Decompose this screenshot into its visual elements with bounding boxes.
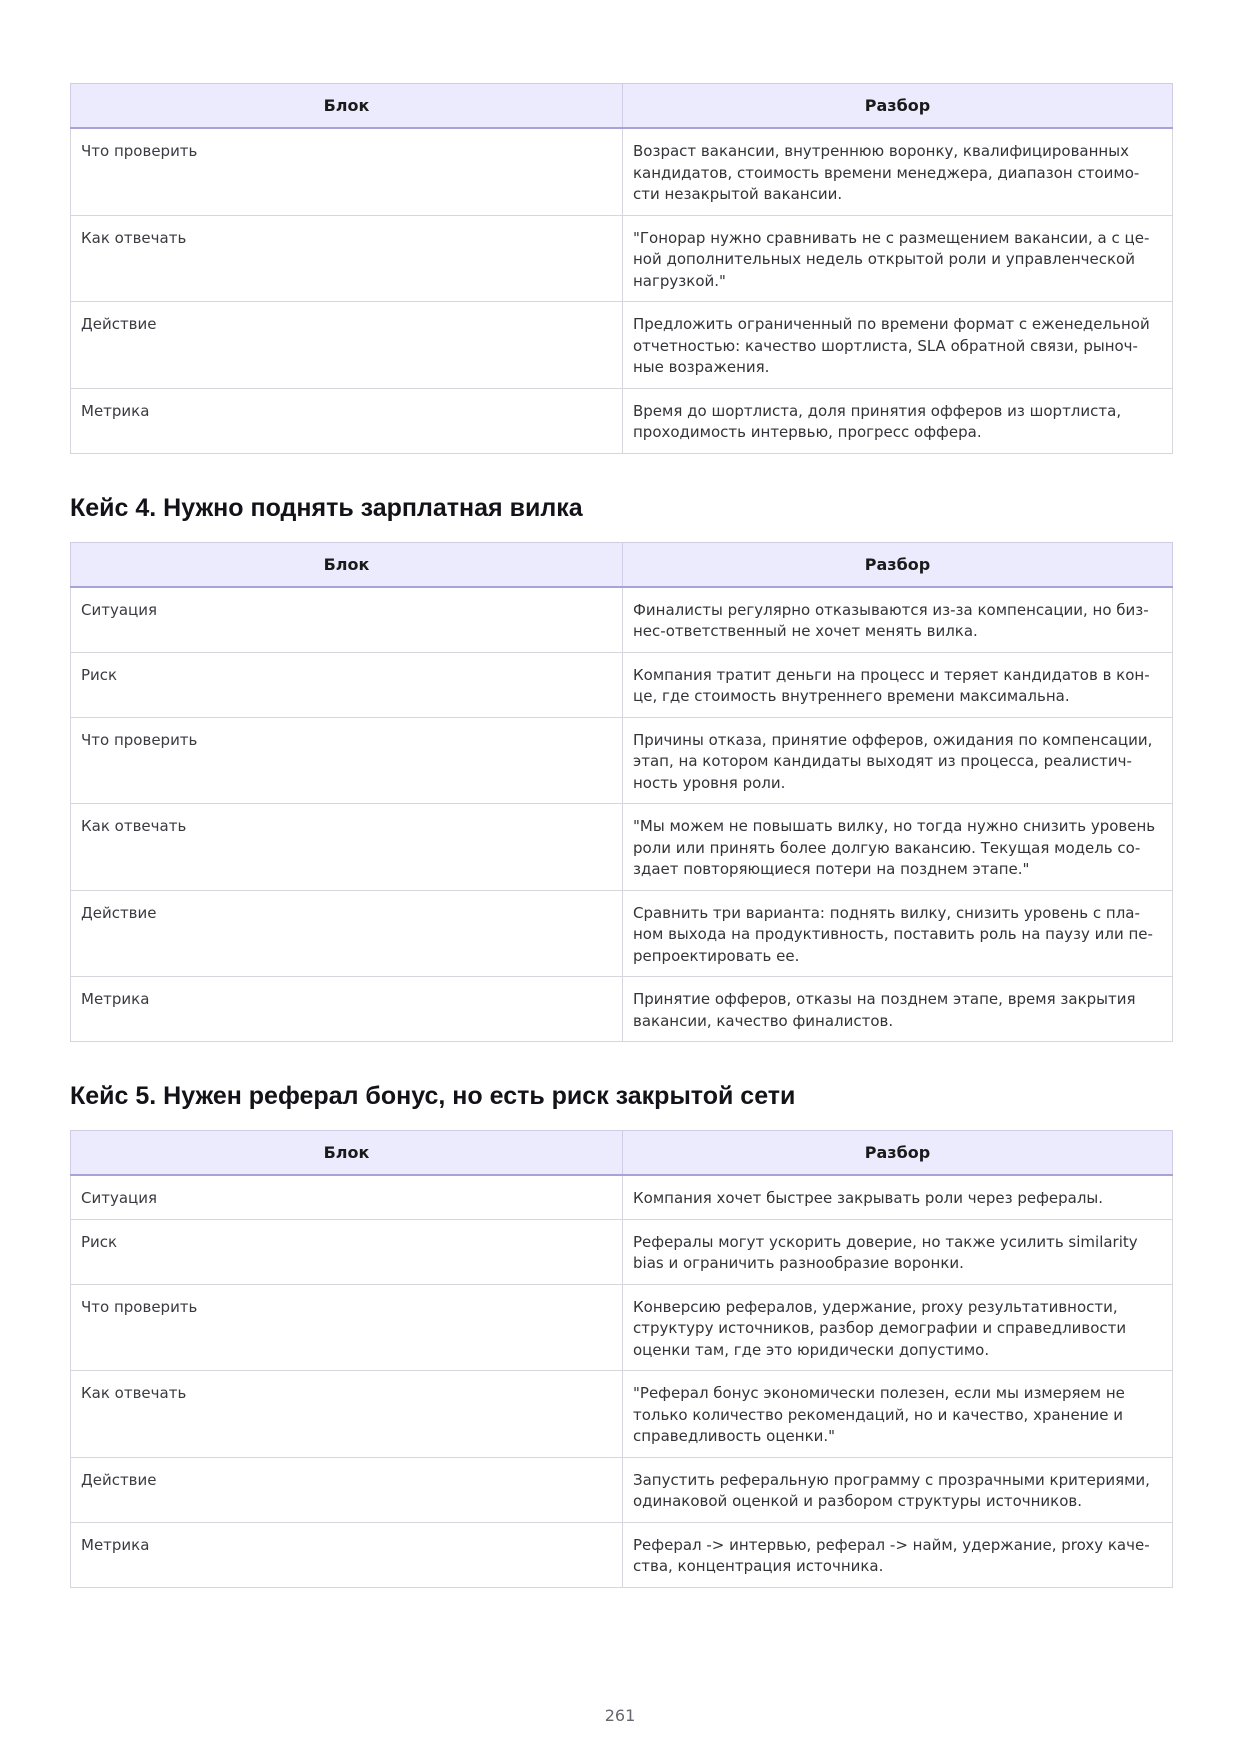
table-top [70, 83, 1173, 454]
table-row [71, 1175, 1173, 1219]
row-label: Метрика [71, 1522, 623, 1587]
row-text: Финалисты регулярно отказываются из-за компенсации, но биз-нес-ответственный не хочет менять вилка. [623, 587, 1173, 653]
row-text: Принятие офферов, отказы на позднем этапе, время закрытия вакансии, качество финалистов. [623, 977, 1173, 1042]
header-block: Блок [71, 1131, 623, 1176]
row-label: Действие [71, 890, 623, 977]
row-label: Ситуация [71, 1175, 623, 1219]
table-header-row [71, 1131, 1173, 1176]
table-row [71, 1457, 1173, 1522]
row-text: Сравнить три варианта: поднять вилку, снизить уровень с пла-ном выхода на продуктивность, поставить роль на паузу или пе-репроектировать ее. [623, 890, 1173, 977]
row-text: Предложить ограниченный по времени формат с еженедельной отчетностью: качество шортлиста, SLA обратной связи, рыноч-ные возражения. [623, 302, 1173, 389]
row-text: Реферал -> интервью, реферал -> найм, удержание, proxy каче-ства, концентрация источника. [623, 1522, 1173, 1587]
header-analysis: Разбор [623, 1131, 1173, 1176]
row-text: Возраст вакансии, внутреннюю воронку, квалифицированных кандидатов, стоимость времени менеджера, диапазон стоимо-сти незакрытой вакансии. [623, 128, 1173, 215]
row-label: Как отвечать [71, 1371, 623, 1458]
row-label: Как отвечать [71, 804, 623, 891]
table-row [71, 388, 1173, 453]
table-row [71, 804, 1173, 891]
row-label: Действие [71, 1457, 623, 1522]
row-label: Риск [71, 652, 623, 717]
row-text: "Мы можем не повышать вилку, но тогда нужно снизить уровень роли или принять более долгую вакансию. Текущая модель со-здает повторяющиеся потери на позднем этапе." [623, 804, 1173, 891]
row-label: Как отвечать [71, 215, 623, 302]
table-row [71, 302, 1173, 389]
row-label: Что проверить [71, 717, 623, 804]
row-label: Метрика [71, 977, 623, 1042]
header-block: Блок [71, 542, 623, 587]
row-label: Действие [71, 302, 623, 389]
table-row [71, 1219, 1173, 1284]
table-row [71, 1284, 1173, 1371]
header-analysis: Разбор [623, 542, 1173, 587]
row-label: Метрика [71, 388, 623, 453]
table-row [71, 1522, 1173, 1587]
table-header-row [71, 84, 1173, 129]
row-text: "Реферал бонус экономически полезен, если мы измеряем не только количество рекомендаций, но и качество, хранение и справедливость оценки." [623, 1371, 1173, 1458]
row-text: Конверсию рефералов, удержание, proxy результативности, структуру источников, разбор демографии и справедливости оценки там, где это юридически допустимо. [623, 1284, 1173, 1371]
header-analysis: Разбор [623, 84, 1173, 129]
table-case-4 [70, 542, 1173, 1043]
table-row [71, 587, 1173, 653]
row-text: Компания хочет быстрее закрывать роли через рефералы. [623, 1175, 1173, 1219]
table-header-row [71, 542, 1173, 587]
table-row [71, 890, 1173, 977]
case-5-title: Кейс 5. Нужен реферал бонус, но есть риск закрытой сети [70, 1082, 796, 1110]
row-label: Что проверить [71, 1284, 623, 1371]
row-text: Запустить реферальную программу с прозрачными критериями, одинаковой оценкой и разбором структуры источников. [623, 1457, 1173, 1522]
row-label: Ситуация [71, 587, 623, 653]
header-block: Блок [71, 84, 623, 129]
row-label: Что проверить [71, 128, 623, 215]
table-row [71, 128, 1173, 215]
table-row [71, 717, 1173, 804]
page-number: 261 [604, 1706, 636, 1725]
row-text: "Гонорар нужно сравнивать не с размещением вакансии, а с це-ной дополнительных недель открытой роли и управленческой нагрузкой." [623, 215, 1173, 302]
row-text: Причины отказа, принятие офферов, ожидания по компенсации, этап, на котором кандидаты выходят из процесса, реалистич-ность уровня роли. [623, 717, 1173, 804]
table-case-5 [70, 1130, 1173, 1588]
row-label: Риск [71, 1219, 623, 1284]
row-text: Время до шортлиста, доля принятия офферов из шортлиста, проходимость интервью, прогресс оффера. [623, 388, 1173, 453]
row-text: Рефералы могут ускорить доверие, но также усилить similarity bias и ограничить разнообразие воронки. [623, 1219, 1173, 1284]
table-row [71, 1371, 1173, 1458]
row-text: Компания тратит деньги на процесс и теряет кандидатов в кон-це, где стоимость внутреннего времени максимальна. [623, 652, 1173, 717]
table-row [71, 977, 1173, 1042]
document-page [70, 83, 1173, 1588]
table-row [71, 652, 1173, 717]
case-4-title: Кейс 4. Нужно поднять зарплатная вилка [70, 493, 583, 522]
table-row [71, 215, 1173, 302]
